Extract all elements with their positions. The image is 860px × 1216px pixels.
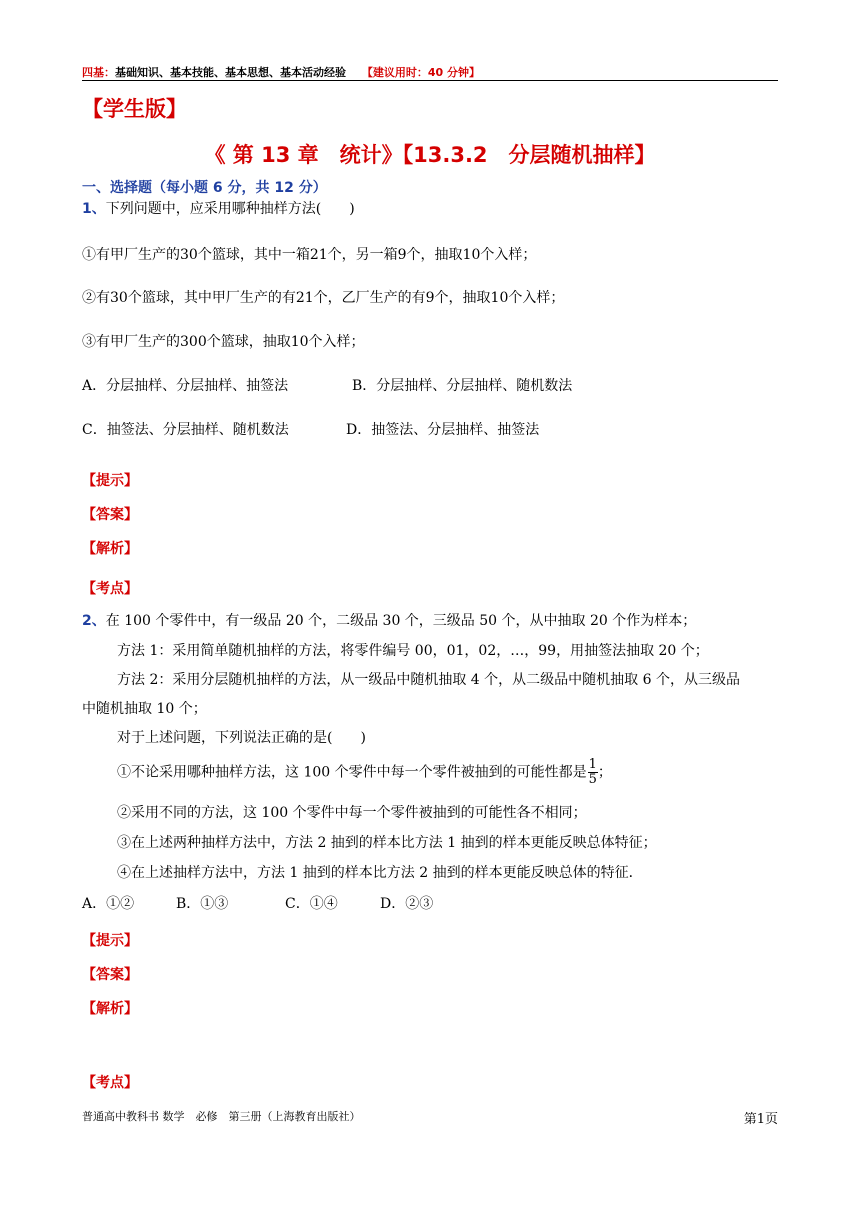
q2-prompt: 对于上述问题，下列说法正确的是( ) — [117, 730, 366, 746]
header-divider — [82, 80, 778, 81]
q2-analysis-label: 【解析】 — [82, 1001, 138, 1017]
q2-answer-label: 【答案】 — [82, 967, 138, 983]
q1-answer-label: 【答案】 — [82, 507, 138, 523]
q1-item-2: ②有30个篮球，其中甲厂生产的有21个，乙厂生产的有9个，抽取10个入样； — [82, 290, 565, 306]
q2-statement-2: ②采用不同的方法，这 100 个零件中每一个零件被抽到的可能性各不相同； — [117, 805, 587, 821]
q1-option-a: A．分层抽样、分层抽样、抽签法 — [82, 378, 289, 394]
q1-option-c: C．抽签法、分层抽样、随机数法 — [82, 422, 289, 438]
q2-stem-line — [82, 610, 696, 630]
page-header — [82, 64, 480, 80]
page-title: 《 第 13 章 统计》【13.3.2 分层随机抽样】 — [204, 143, 656, 167]
q1-stem-line — [82, 198, 355, 218]
q2-option-c: C．①④ — [285, 896, 338, 912]
footer-page-number: 第1页 — [743, 1112, 778, 1127]
q2-option-a: A．①② — [82, 896, 135, 912]
q2-point-label: 【考点】 — [82, 1075, 138, 1091]
q1-stem: 下列问题中，应采用哪种抽样方法( ) — [105, 201, 355, 217]
q2-hint-label: 【提示】 — [82, 933, 138, 949]
footer-book-title: 普通高中教科书 数学 必修 第三册（上海教育出版社） — [82, 1110, 361, 1123]
fraction-one-fifth — [588, 758, 598, 787]
header-topics: 基础知识、基本技能、基本思想、基本活动经验 — [115, 66, 346, 79]
edition-label: 【学生版】 — [82, 97, 187, 121]
q2-statement-1 — [117, 758, 612, 787]
q2-option-b: B．①③ — [176, 896, 229, 912]
header-time-note: 【建议用时：40 分钟】 — [361, 66, 480, 79]
fraction-denominator: 5 — [588, 772, 597, 787]
q1-option-d: D．抽签法、分层抽样、抽签法 — [346, 422, 540, 438]
q1-option-b: B．分层抽样、分层抽样、随机数法 — [352, 378, 573, 394]
q2-method-2: 方法 2：采用分层随机抽样的方法，从一级品中随机抽取 4 个，从二级品中随机抽取 6 个，从三级品 — [117, 672, 740, 688]
q2-statement-1-text: ①不论采用哪种抽样方法，这 100 个零件中每一个零件被抽到的可能性都是 — [117, 764, 587, 781]
q2-statement-3: ③在上述两种抽样方法中，方法 2 抽到的样本比方法 1 抽到的样本更能反映总体特征； — [117, 835, 657, 851]
q2-statement-4: ④在上述抽样方法中，方法 1 抽到的样本比方法 2 抽到的样本更能反映总体的特征． — [117, 865, 643, 881]
fraction-numerator: 1 — [588, 757, 597, 772]
q2-statement-1-end: ； — [597, 764, 612, 781]
section-heading: 一、选择题（每小题 6 分，共 12 分） — [82, 180, 327, 196]
q2-method-2-cont: 中随机抽取 10 个； — [82, 701, 207, 717]
q2-stem: 在 100 个零件中，有一级品 20 个，二级品 30 个，三级品 50 个，从中抽取 20 个作为样本； — [105, 613, 697, 629]
q2-method-1: 方法 1：采用简单随机抽样的方法，将零件编号 00，01，02，…，99，用抽签法抽取 20 个； — [117, 643, 709, 659]
q1-analysis-label: 【解析】 — [82, 541, 138, 557]
q1-item-3: ③有甲厂生产的300个篮球，抽取10个入样； — [82, 334, 365, 350]
q1-item-1: ①有甲厂生产的30个篮球，其中一箱21个，另一箱9个，抽取10个入样； — [82, 247, 537, 263]
q1-hint-label: 【提示】 — [82, 473, 138, 489]
q1-point-label: 【考点】 — [82, 581, 138, 597]
header-label: 四基： — [82, 66, 115, 79]
q2-number: 2、 — [82, 613, 106, 629]
q1-number: 1、 — [82, 201, 106, 217]
q2-option-d: D．②③ — [380, 896, 434, 912]
